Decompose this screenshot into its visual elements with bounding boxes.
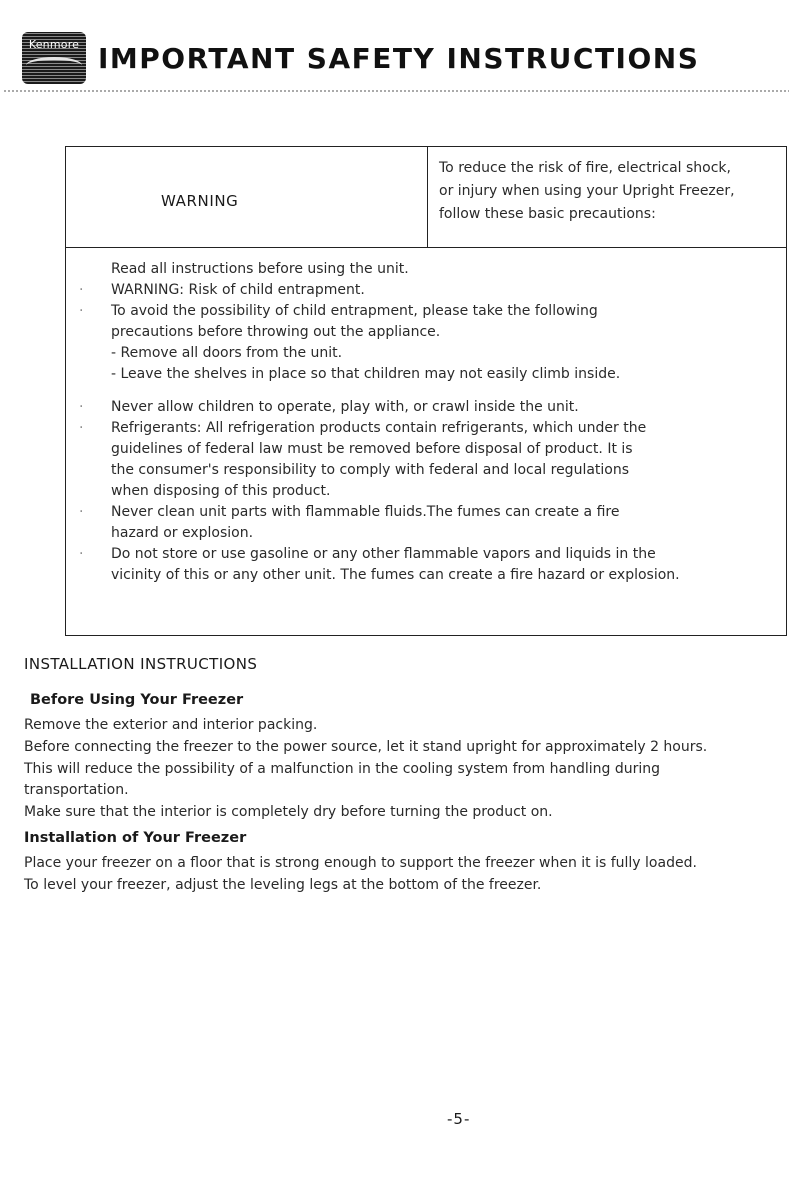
warning-box [65,146,787,636]
paragraph-line: transportation. [24,782,129,798]
installation-of-freezer-title: Installation of Your Freezer [24,830,247,846]
warning-item-line: vicinity of this or any other unit. The fumes can create a fire hazard or explosion. [111,567,680,583]
warning-item-line: Never clean unit parts with flammable fluids.The fumes can create a fire [111,504,620,520]
warning-item [79,397,781,418]
warning-item-line: hazard or explosion. [111,525,254,541]
bullet-icon: · [79,282,84,298]
page-number: -5- [447,1110,471,1128]
paragraph-line: This will reduce the possibility of a malfunction in the cooling system from handling during [24,760,660,777]
warning-item [79,301,781,385]
warning-item-line: when disposing of this product. [111,483,331,499]
warning-header-row [66,147,786,248]
installation-paragraph [24,853,697,896]
warning-item-line: Refrigerants: All refrigeration products contain refrigerants, which under the [111,420,647,436]
warning-intro [439,157,784,226]
warning-intro-line: follow these basic precautions: [439,206,656,222]
warning-title: WARNING [161,192,239,210]
warning-title-cell [66,147,428,247]
bullet-icon: · [79,546,84,562]
paragraph-line: To level your freezer, adjust the leveling legs at the bottom of the freezer. [24,876,542,893]
warning-item-line: - Remove all doors from the unit. [111,345,343,361]
bullet-icon: · [79,420,84,436]
warning-item-line: WARNING: Risk of child entrapment. [111,282,365,298]
page-title: IMPORTANT SAFETY INSTRUCTIONS [98,41,700,75]
before-using-title: Before Using Your Freezer [30,692,244,708]
warning-item [111,259,781,280]
warning-item-line: precautions before throwing out the appliance. [111,324,441,340]
before-using-paragraph: Remove the exterior and interior packing. [24,717,318,733]
warning-item-line: Read all instructions before using the unit. [111,261,409,277]
warning-item [79,502,781,544]
warning-intro-line: or injury when using your Upright Freezer, [439,183,735,199]
warning-item-line: - Leave the shelves in place so that children may not easily climb inside. [111,366,621,382]
warning-list [79,259,781,586]
paragraph-line: Place your freezer on a floor that is strong enough to support the freezer when it is fully loaded. [24,855,697,871]
warning-item-line: Never allow children to operate, play with, or crawl inside the unit. [111,399,579,415]
paragraph-line: Make sure that the interior is completely dry before turning the product on. [24,803,553,820]
warning-item-line: To avoid the possibility of child entrapment, please take the following [111,303,598,319]
installation-title: INSTALLATION INSTRUCTIONS [24,655,258,673]
paragraph-line: Before connecting the freezer to the power source, let it stand upright for approximately 2 hours. [24,739,708,755]
bullet-icon: · [79,399,84,415]
logo-wave-icon [26,57,82,74]
warning-item-line: Do not store or use gasoline or any other flammable vapors and liquids in the [111,546,656,562]
logo-text: Kenmore [28,38,80,51]
warning-item-line: guidelines of federal law must be removed before disposal of product. It is [111,441,633,457]
warning-item [79,544,781,586]
bullet-icon: · [79,504,84,520]
warning-item [79,280,781,301]
header-divider [4,90,789,92]
warning-intro-line: To reduce the risk of fire, electrical shock, [439,160,731,176]
page-header [22,32,699,84]
bullet-icon: · [79,303,84,319]
kenmore-logo [22,32,86,84]
warning-item [79,418,781,502]
warning-item-line: the consumer's responsibility to comply with federal and local regulations [111,462,630,478]
before-using-paragraph [24,737,707,823]
